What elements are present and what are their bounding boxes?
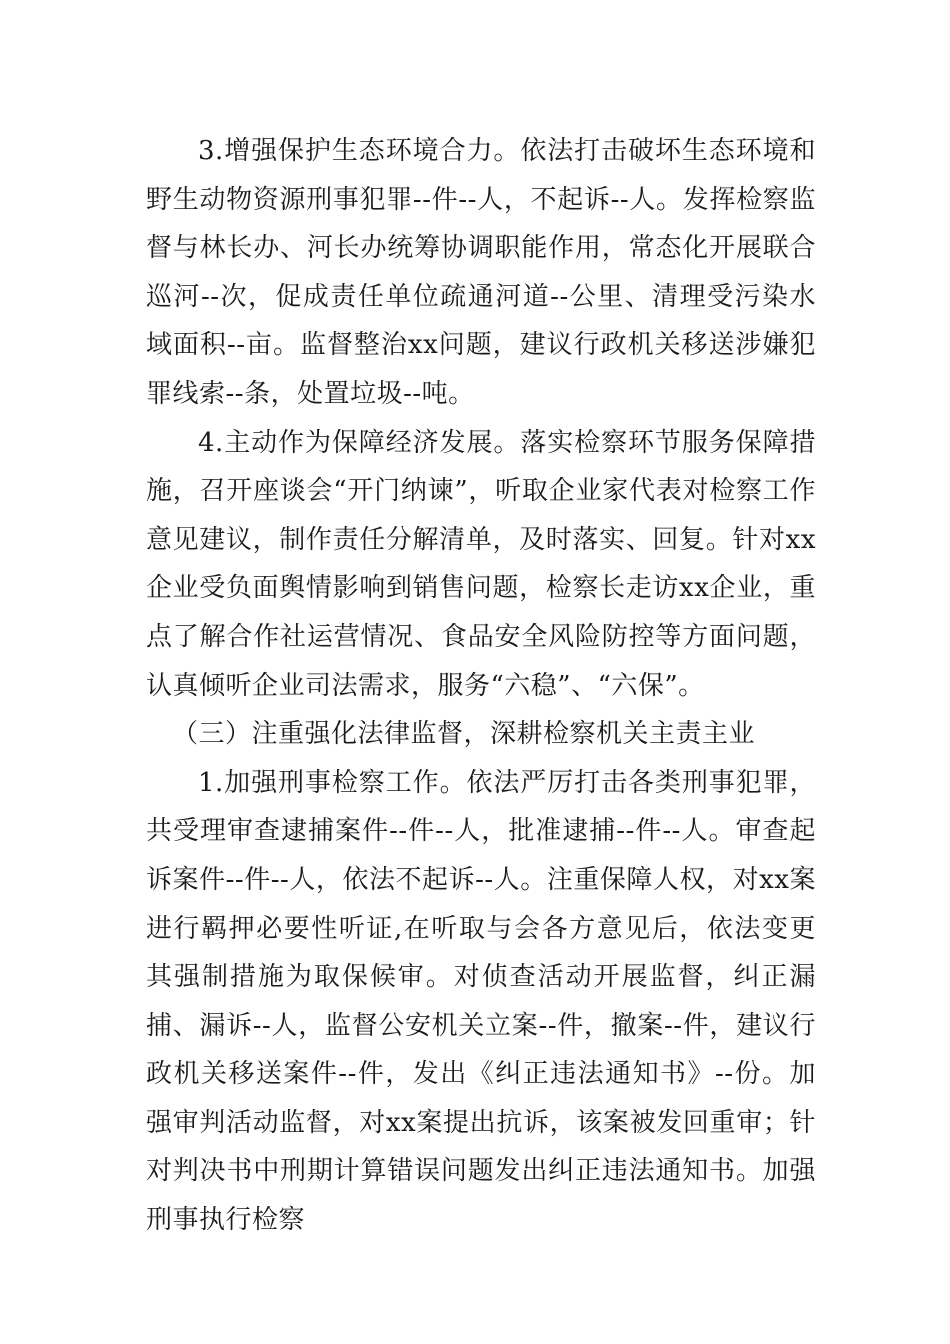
- paragraph-ecology: 3.增强保护生态环境合力。依法打击破坏生态环境和野生动物资源刑事犯罪--件--人，不起诉--人。发挥检察监督与林长办、河长办统筹协调职能作用，常态化开展联合巡河--次，促成责任单位疏通河道--公里、清理受污染水域面积--亩。监督整治xx问题，建议行政机关移送涉嫌犯罪线索--条，处置垃圾--吨。: [146, 136, 816, 409]
- paragraph-economy: 4.主动作为保障经济发展。落实检察环节服务保障措施，召开座谈会“开门纳谏”，听取企业家代表对检察工作意见建议，制作责任分解清单，及时落实、回复。针对xx企业受负面舆情影响到销售问题，检察长走访xx企业，重点了解合作社运营情况、食品安全风险防控等方面问题，认真倾听企业司法需求，服务“六稳”、“六保”。: [146, 427, 816, 701]
- document-body: [146, 127, 816, 1245]
- paragraph-criminal-procuratorial: 1.加强刑事检察工作。依法严厉打击各类刑事犯罪，共受理审查逮捕案件--件--人，批准逮捕--件--人。审查起诉案件--件--人，依法不起诉--人。注重保障人权，对xx案进行羁押必要性听证,在听取与会各方意见后，依法变更其强制措施为取保候审。对侦查活动开展监督，纠正漏捕、漏诉--人，监督公安机关立案--件，撤案--件，建议行政机关移送案件--件，发出《纠正违法通知书》--份。加强审判活动监督，对xx案提出抗诉，该案被发回重审；针对判决书中刑期计算错误问题发出纠正违法通知书。加强刑事执行检察: [146, 767, 816, 1236]
- section-heading: （三）注重强化法律监督，深耕检察机关主责主业: [172, 719, 756, 750]
